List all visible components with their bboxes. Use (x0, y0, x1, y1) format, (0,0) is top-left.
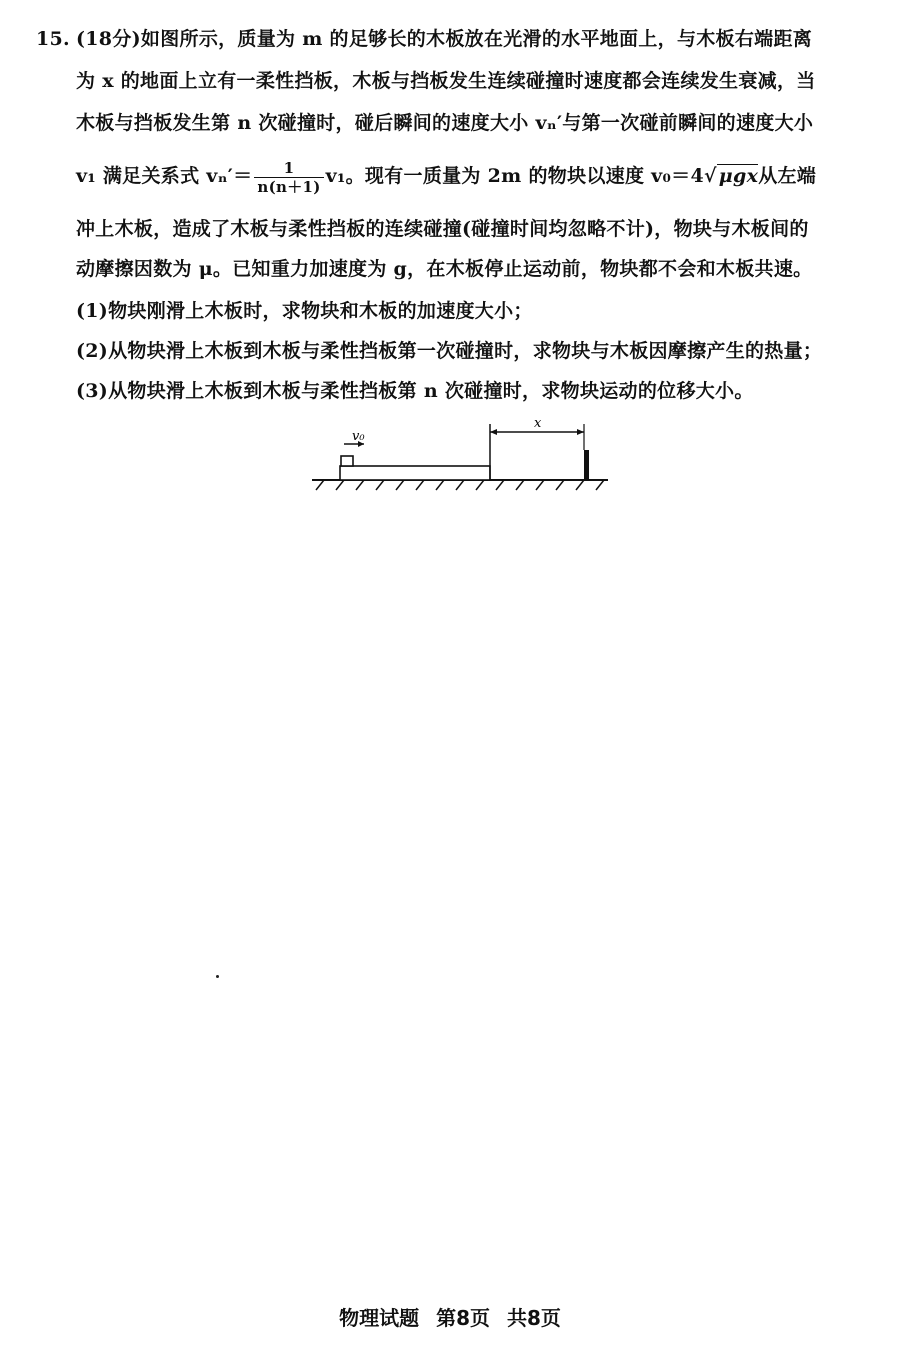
problem-line-2: 为 x 的地面上立有一柔性挡板，木板与挡板发生连续碰撞时速度都会连续发生衰减，当 (76, 70, 816, 92)
problem-line-5: 冲上木板，造成了木板与柔性挡板的连续碰撞(碰撞时间均忽略不计)，物块与木板间的 (76, 218, 809, 240)
distance-label: x (534, 416, 542, 431)
relation-suffix: 从左端 (758, 165, 817, 187)
wooden-board (340, 466, 490, 480)
block (341, 456, 353, 466)
problem-points: (18分) (76, 28, 141, 50)
problem-number: 15. (36, 28, 70, 50)
distance-arrow-right (577, 429, 584, 435)
board-barrier-diagram (310, 414, 610, 496)
problem-line-3: 木板与挡板发生第 n 次碰撞时，碰后瞬间的速度大小 vₙ′与第一次碰前瞬间的速度大小 (76, 112, 814, 134)
velocity-label: v₀ (352, 429, 365, 444)
ground-hatching (316, 480, 604, 490)
question-3: (3)从物块滑上木板到木板与柔性挡板第 n 次碰撞时，求物块运动的位移大小。 (76, 380, 754, 402)
page-footer: 物理试题 第8页 共8页 (339, 1306, 561, 1330)
sqrt-content: μgx (718, 165, 759, 187)
question-1: (1)物块刚滑上木板时，求物块和木板的加速度大小； (76, 300, 533, 322)
flexible-barrier (584, 450, 589, 480)
fraction-numerator: 1 (254, 159, 323, 178)
problem-line-6: 动摩擦因数为 μ。已知重力加速度为 g，在木板停止运动前，物块都不会和木板共速。 (76, 258, 813, 280)
sqrt-sign: √ (703, 165, 717, 187)
problem-line-1 (36, 26, 812, 52)
relation-middle: v₁。现有一质量为 2m 的物块以速度 v₀＝4 (325, 165, 704, 187)
fraction (254, 159, 323, 196)
fraction-denominator: n(n＋1) (257, 177, 321, 196)
problem-line-4 (76, 154, 816, 198)
relation-prefix: v₁ 满足关系式 vₙ′＝ (76, 165, 253, 187)
stray-dot (216, 975, 219, 978)
question-2: (2)从物块滑上木板到木板与柔性挡板第一次碰撞时，求物块与木板因摩擦产生的热量； (76, 340, 823, 362)
distance-arrow-left (490, 429, 497, 435)
problem-text-1: 如图所示，质量为 m 的足够长的木板放在光滑的水平地面上，与木板右端距离 (140, 28, 813, 50)
